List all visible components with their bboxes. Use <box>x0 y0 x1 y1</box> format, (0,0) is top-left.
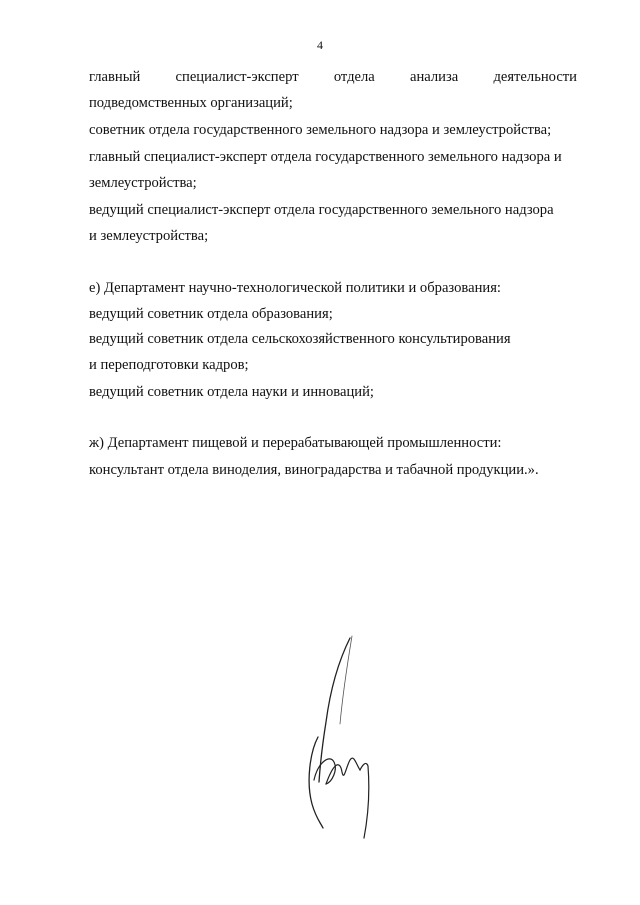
text-line-11: и переподготовки кадров; <box>89 357 249 373</box>
word: отдела <box>333 69 375 85</box>
text-line-10: ведущий советник отдела сельскохозяйственного консультирования <box>89 331 511 347</box>
text-line-14: консультант отдела виноделия, виноградарства и табачной продукции.». <box>89 462 539 478</box>
text-line-5: землеустройства; <box>89 175 197 191</box>
handwritten-signature <box>290 632 390 842</box>
page-number: 4 <box>317 38 323 52</box>
text-line-7: и землеустройства; <box>89 228 209 244</box>
section-heading-zh: ж) Департамент пищевой и перерабатывающей промышленности: <box>89 435 502 451</box>
text-line-2: подведомственных организаций; <box>89 95 293 111</box>
word: деятельности <box>493 69 577 85</box>
text-line-1 <box>89 68 577 86</box>
text-line-3: советник отдела государственного земельного надзора и землеустройства; <box>89 122 552 138</box>
word: анализа <box>409 69 459 85</box>
text-line-9: ведущий советник отдела образования; <box>89 306 333 322</box>
section-heading-e: е) Департамент научно-технологической политики и образования: <box>89 280 501 296</box>
text-line-6: ведущий специалист-эксперт отдела государственного земельного надзора <box>89 202 554 218</box>
text-line-4: главный специалист-эксперт отдела государственного земельного надзора и <box>89 149 562 165</box>
word: главный <box>89 69 141 85</box>
word: специалист-эксперт <box>175 69 299 85</box>
text-line-12: ведущий советник отдела науки и инноваций; <box>89 384 374 400</box>
